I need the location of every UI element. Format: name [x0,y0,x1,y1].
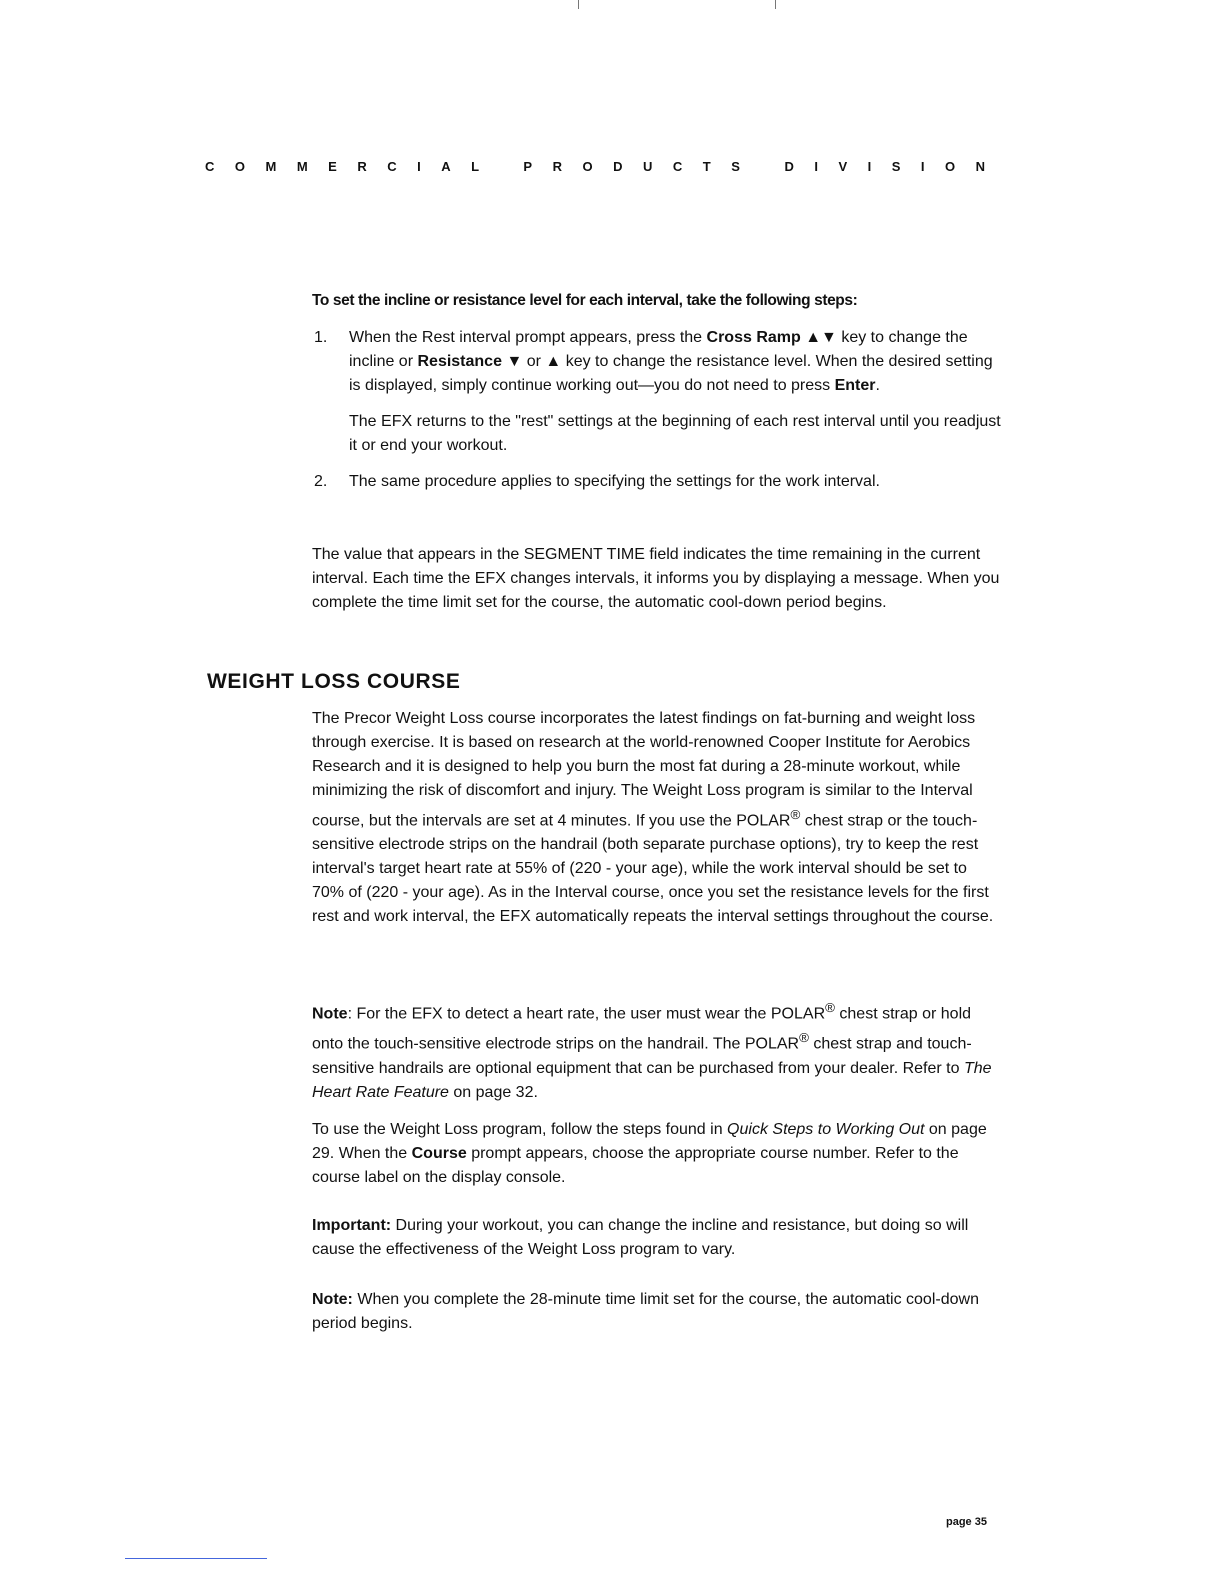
page-number: page 35 [946,1516,987,1528]
important-note: Important: During your workout, you can change the incline and resistance, but doing so will cause the effectiveness of the Weight Loss program to vary. [312,1217,969,1258]
down-arrow-icon: ▼ [506,353,523,370]
quick-steps-reference: Quick Steps to Working Out [727,1121,925,1138]
steps-list [312,326,1002,494]
usage-paragraph: To use the Weight Loss program, follow the steps found in Quick Steps to Working Out on page 29. When the Course prompt appears, choose the appropriate course number. Refer to the course label on the display console. [312,1121,987,1186]
step-text: The same procedure applies to specifying the settings for the work interval. [349,473,880,490]
note-label: Note: [312,1291,353,1308]
bottom-rule [125,1558,267,1559]
scan-tick-mark [775,0,776,9]
enter-key: Enter [834,377,876,394]
section-title: WEIGHT LOSS COURSE [207,670,461,693]
important-label: Important: [312,1217,392,1234]
steps-heading: To set the incline or resistance level for each interval, take the following steps: [312,292,858,309]
step-followup: The EFX returns to the "rest" settings at the beginning of each rest interval until you readjust it or end your workout. [349,413,1001,454]
up-arrow-icon: ▲ [545,353,562,370]
heart-rate-feature-reference: The Heart Rate Feature [312,1059,992,1101]
weight-loss-intro: The Precor Weight Loss course incorporates the latest findings on fat-burning and weight loss through exercise. It is based on research at the world-renowned Cooper Institute for Aerobics Research and it is designed to help you burn the most fat during a 28-minute workout, while minimizing the risk of discomfort and injury. The Weight Loss program is similar to the Interval course, but the intervals are set at 4 minutes. If you use the POLAR® chest strap or the touch-sensitive electrode strips on the handrail (both separate purchase options), try to keep the rest interval's target heart rate at 55% of (220 - your age), while the work interval should be set to 70% of (220 - your age). As in the Interval course, once you set the resistance levels for the first rest and work interval, the EFX automatically repeats the interval settings throughout the course. [312,710,994,926]
cross-ramp-key: Cross Ramp [706,329,801,346]
note-label: Note [312,1005,348,1023]
scan-tick-mark [578,0,579,9]
list-item [312,326,1002,458]
course-prompt-label: Course [411,1145,467,1162]
up-down-arrows-icon: ▲▼ [805,329,837,346]
registered-mark: ® [825,1000,835,1015]
segment-time-paragraph: The value that appears in the SEGMENT TIME field indicates the time remaining in the current interval. Each time the EFX changes intervals, it informs you by displaying a message. When you complete the time limit set for the course, the automatic cool-down period begins. [312,546,1000,611]
running-header: COMMERCIAL PRODUCTS DIVISION [205,159,1006,174]
cooldown-note: Note: When you complete the 28-minute time limit set for the course, the automatic cool-down period begins. [312,1291,979,1332]
resistance-key: Resistance [417,353,502,370]
step-number: 1. [314,329,328,346]
list-item [312,470,1002,494]
registered-mark: ® [799,1030,809,1046]
heart-rate-note: Note: For the EFX to detect a heart rate, the user must wear the POLAR® chest strap or hold onto the touch-sensitive electrode strips on the handrail. The POLAR® chest strap and touch-sensitive handrails are optional equipment that can be purchased from your dealer. Refer to The Heart Rate Feature on page 32. [312,1000,992,1101]
step-text: When the Rest interval prompt appears, press the Cross Ramp ▲▼ key to change the incline or Resistance ▼ or ▲ key to change the resistance level. When the desired setting is displayed, simply continue working out—you do not need to press Enter. [349,329,993,394]
step-number: 2. [314,473,328,490]
registered-mark: ® [790,807,801,822]
